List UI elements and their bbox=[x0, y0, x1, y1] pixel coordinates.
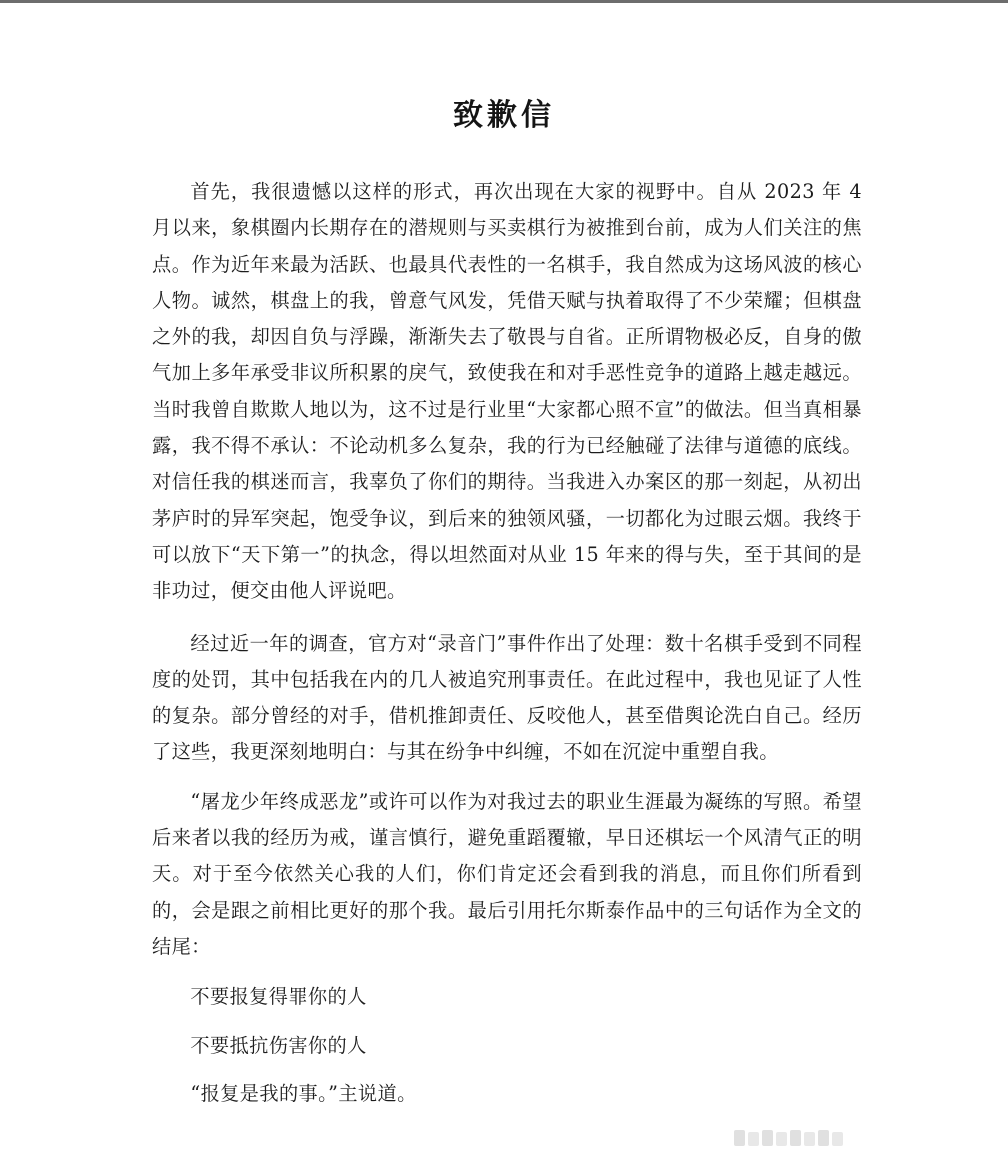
letter-body bbox=[152, 174, 862, 1112]
quote-line: 不要抵抗伤害你的人 bbox=[190, 1033, 367, 1057]
watermark-glyph bbox=[832, 1132, 843, 1146]
letter-title: 致歉信 bbox=[453, 98, 555, 133]
quote-line: “报复是我的事。”主说道。 bbox=[190, 1081, 417, 1105]
paragraph-investigation: 经过近一年的调查，官方对“录音门”事件作出了处理：数十名棋手受到不同程度的处罚，其中包括我在内的几人被追究刑事责任。在此过程中，我也见证了人性的复杂。部分曾经的对手，借机推卸责任、反咬他人，甚至借舆论洗白自己。经历了这些，我更深刻地明白：与其在纷争中纠缠，不如在沉淀中重塑自我。 bbox=[152, 631, 862, 764]
watermark-glyph bbox=[818, 1130, 829, 1146]
paragraph-closing: “屠龙少年终成恶龙”或许可以作为对我过去的职业生涯最为凝练的写照。希望后来者以我的经历为戒，谨言慎行，避免重蹈覆辙，早日还棋坛一个风清气正的明天。对于至今依然关心我的人们，你们肯定还会看到我的消息，而且你们所看到的，会是跟之前相比更好的那个我。最后引用托尔斯泰作品中的三句话作为全文的结尾： bbox=[152, 789, 862, 958]
paragraph-opening: 首先，我很遗憾以这样的形式，再次出现在大家的视野中。自从 2023 年 4 月以来，象棋圈内长期存在的潜规则与买卖棋行为被推到台前，成为人们关注的焦点。作为近年来最为活跃、也最具代表性的一名棋手，我自然成为这场风波的核心人物。诚然，棋盘上的我，曾意气风发，凭借天赋与执着取得了不少荣耀；但棋盘之外的我，却因自负与浮躁，渐渐失去了敬畏与自省。正所谓物极必反，自身的傲气加上多年承受非议所积累的戾气，致使我在和对手恶性竞争的道路上越走越远。当时我曾自欺欺人地以为，这不过是行业里“大家都心照不宣”的做法。但当真相暴露，我不得不承认：不论动机多么复杂，我的行为已经触碰了法律与道德的底线。对信任我的棋迷而言，我辜负了你们的期待。当我进入办案区的那一刻起，从初出茅庐时的异军突起，饱受争议，到后来的独领风骚，一切都化为过眼云烟。我终于可以放下“天下第一”的执念，得以坦然面对从业 15 年来的得与失，至于其间的是非功过，便交由他人评说吧。 bbox=[152, 180, 862, 603]
watermark-glyph bbox=[790, 1130, 801, 1146]
watermark-glyph bbox=[734, 1130, 745, 1146]
faded-watermark bbox=[734, 1128, 858, 1146]
quote-line: 不要报复得罪你的人 bbox=[190, 985, 367, 1009]
watermark-glyph bbox=[804, 1132, 815, 1146]
watermark-glyph bbox=[762, 1130, 773, 1146]
watermark-glyph bbox=[748, 1132, 759, 1146]
watermark-glyph bbox=[776, 1132, 787, 1146]
